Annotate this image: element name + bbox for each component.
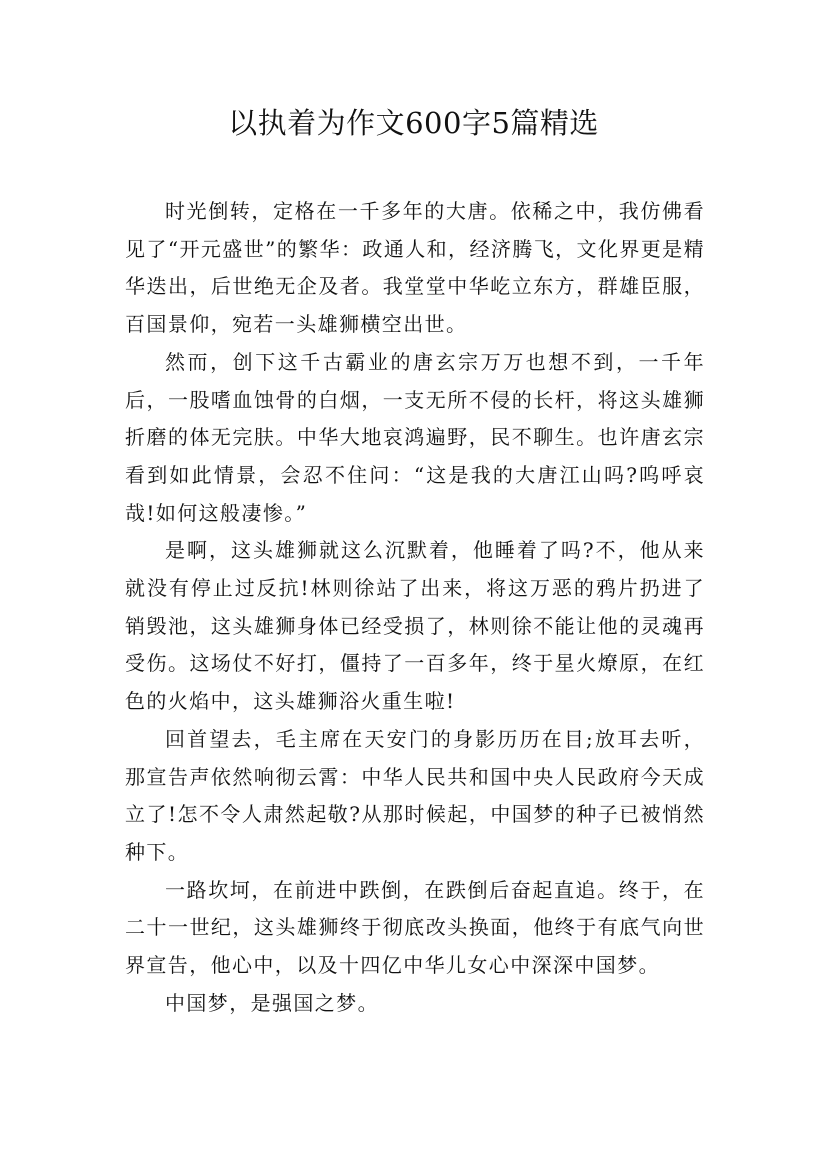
document-body [125, 193, 705, 1022]
paragraph: 回首望去，毛主席在天安门的身影历历在目;放耳去听，那宣告声依然响彻云霄：中华人民共和国中央人民政府今天成立了!怎不令人肃然起敬?从那时候起，中国梦的种子已被悄然种下。 [125, 726, 705, 864]
paragraph: 然而，创下这千古霸业的唐玄宗万万也想不到，一千年后，一股嗜血蚀骨的白烟，一支无所不侵的长杆，将这头雄狮折磨的体无完肤。中华大地哀鸿遍野，民不聊生。也许唐玄宗看到如此情景，会忍不住问：“这是我的大唐江山吗?呜呼哀哉!如何这般凄惨。” [125, 349, 705, 525]
paragraph: 一路坎坷，在前进中跌倒，在跌倒后奋起直追。终于，在二十一世纪，这头雄狮终于彻底改头换面，他终于有底气向世界宣告，他心中，以及十四亿中华儿女心中深深中国梦。 [125, 877, 705, 978]
paragraph: 是啊，这头雄狮就这么沉默着，他睡着了吗?不，他从来就没有停止过反抗!林则徐站了出来，将这万恶的鸦片扔进了销毁池，这头雄狮身体已经受损了，林则徐不能让他的灵魂再受伤。这场仗不好打，僵持了一百多年，终于星火燎原，在红色的火焰中，这头雄狮浴火重生啦! [125, 538, 705, 714]
paragraph: 时光倒转，定格在一千多年的大唐。依稀之中，我仿佛看见了“开元盛世”的繁华：政通人和，经济腾飞，文化界更是精华迭出，后世绝无企及者。我堂堂中华屹立东方，群雄臣服，百国景仰，宛若一头雄狮横空出世。 [125, 199, 705, 337]
paragraph: 中国梦，是强国之梦。 [165, 990, 379, 1015]
document-title: 以执着为作文600字5篇精选 [228, 106, 599, 140]
